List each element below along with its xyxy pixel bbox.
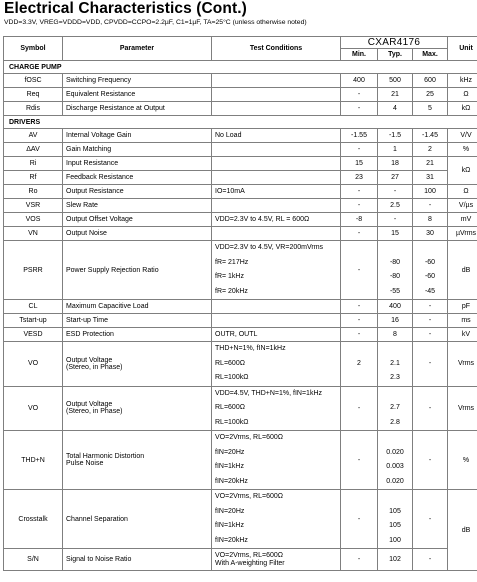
electrical-characteristics-table [3,36,477,571]
table-row: VOS Output Offset Voltage VDD=2.3V to 4.5V, RL = 600Ω -8 - 8 mV [4,213,477,227]
table-row: VO Output Voltage (Stereo, in Phase) THD+N=1%, fIN=1kHz RL=600Ω RL=100kΩ 2 2.1 2.3 - Vrms [4,342,477,387]
table-row: ΔAV Gain Matching - 1 2 % [4,143,477,157]
section-charge-pump: CHARGE PUMP [4,61,477,74]
header-unit: Unit [448,37,477,61]
table-row: Ro Output Resistance IO=10mA - - 100 Ω [4,185,477,199]
table-row: PSRR Power Supply Rejection Ratio VDD=2.3V to 4.5V, VR=200mVrms fR= 217Hz fR= 1kHz fR= 20kHz - -80 -80 -55 -60 -60 -45 dB [4,241,477,300]
table-row: S/N Signal to Noise Ratio VO=2Vrms, RL=600Ω With A-weighting Filter - 102 - [4,549,477,571]
table-row: AV Internal Voltage Gain No Load -1.55 -1.5 -1.45 V/V [4,129,477,143]
table-row: Rdis Discharge Resistance at Output - 4 5 kΩ [4,102,477,116]
table-row: Tstart-up Start-up Time - 16 - ms [4,314,477,328]
table-row: CL Maximum Capacitive Load - 400 - pF [4,300,477,314]
header-max: Max. [413,49,448,61]
table-row: Crosstalk Channel Separation VO=2Vrms, RL=600Ω fIN=20Hz fIN=1kHz fIN=20kHz - 105 105 100 - dB [4,490,477,549]
header-part-number: CXAR4176 [341,37,448,49]
header-test-conditions: Test Conditions [212,37,341,61]
table-row: Req Equivalent Resistance - 21 25 Ω [4,88,477,102]
test-conditions-note: VDD=3.3V, VREG=VDDD=VDD, CPVDD=CCPO=2.2µF, C1=1µF, TA=25°C (unless otherwise noted) [4,19,307,26]
table-row: Rf Feedback Resistance 23 27 31 [4,171,477,185]
table-row: VSR Slew Rate - 2.5 - V/µs [4,199,477,213]
header-parameter: Parameter [63,37,212,61]
table-row: VO Output Voltage (Stereo, in Phase) VDD=4.5V, THD+N=1%, fIN=1kHz RL=600Ω RL=100kΩ - 2.7 2.8 - Vrms [4,386,477,431]
table-row: fOSC Switching Frequency 400 500 600 kHz [4,74,477,88]
table-row: VESD ESD Protection OUTR, OUTL - 8 - kV [4,328,477,342]
section-drivers: DRIVERS [4,116,477,129]
header-min: Min. [341,49,378,61]
table-row: VN Output Noise - 15 30 µVrms [4,227,477,241]
header-symbol: Symbol [4,37,63,61]
page-title: Electrical Characteristics (Cont.) [4,0,247,17]
header-typ: Typ. [378,49,413,61]
table-row: Ri Input Resistance 15 18 21 kΩ [4,157,477,171]
table-row: THD+N Total Harmonic Distortion Pulse Noise VO=2Vrms, RL=600Ω fIN=20Hz fIN=1kHz fIN=20kHz - 0.020 0.003 0.020 - % [4,431,477,490]
